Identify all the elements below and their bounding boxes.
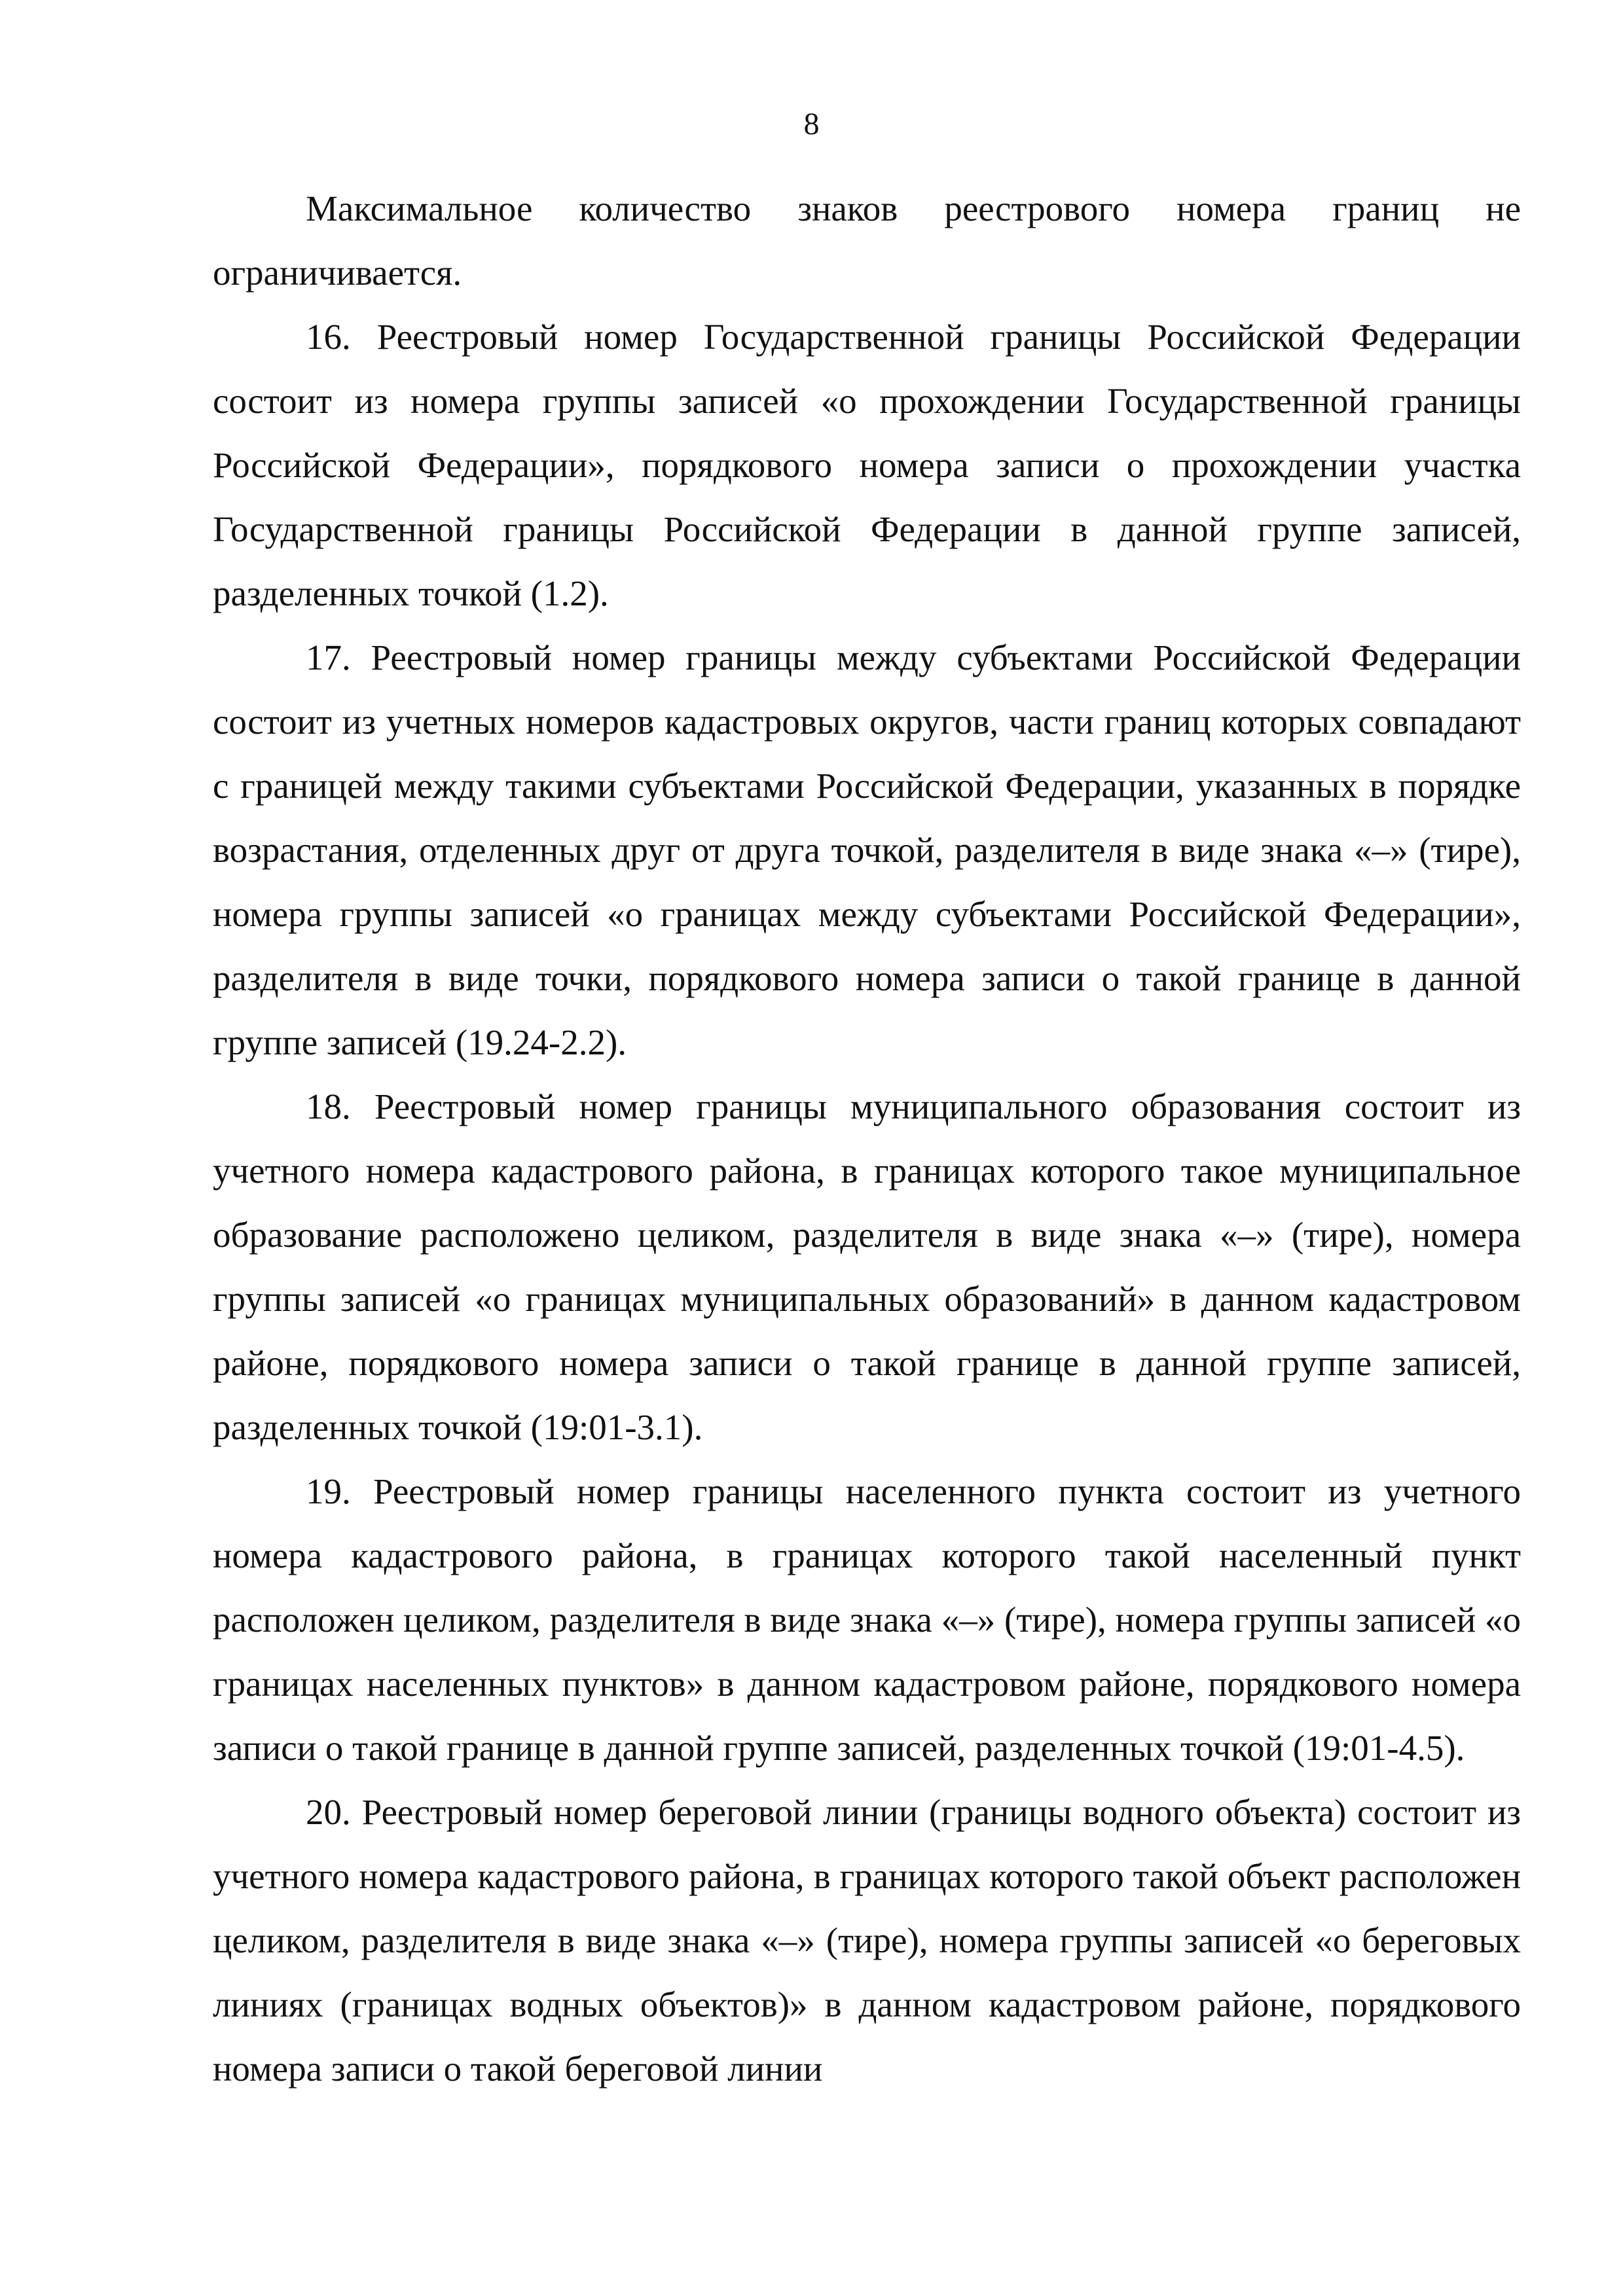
paragraph-18: 18. Реестровый номер границы муниципального образования состоит из учетного номера кадастрового района, в границах которого такое муниципальное образование расположено целиком, разделителя в виде знака «–» (тире), номера группы записей «о границах муниципальных образований» в данном кадастровом районе, порядкового номера записи о такой границе в данной группе записей, разделенных точкой (19:01-3.1). xyxy=(213,1086,1521,1447)
paragraph-20: 20. Реестровый номер береговой линии (границы водного объекта) состоит из учетного номера кадастрового района, в границах которого такой объект расположен целиком, разделителя в виде знака «–» (тире), номера группы записей «о береговых линиях (границах водных объектов)» в данном кадастровом районе, порядкового номера записи о такой береговой линии xyxy=(213,1792,1521,2089)
document-body xyxy=(213,177,1521,2101)
paragraph-19: 19. Реестровый номер границы населенного пункта состоит из учетного номера кадастрового района, в границах которого такой населенный пункт расположен целиком, разделителя в виде знака «–» (тире), номера группы записей «о границах населенных пунктов» в данном кадастровом районе, порядкового номера записи о такой границе в данной группе записей, разделенных точкой (19:01-4.5). xyxy=(213,1471,1521,1768)
paragraph-continuation: Максимальное количество знаков реестрового номера границ не ограничивается. xyxy=(213,188,1521,293)
paragraph-17: 17. Реестровый номер границы между субъектами Российской Федерации состоит из учетных номеров кадастровых округов, части границ которых совпадают с границей между такими субъектами Российской Федерации, указанных в порядке возрастания, отделенных друг от друга точкой, разделителя в виде знака «–» (тире), номера группы записей «о границах между субъектами Российской Федерации», разделителя в виде точки, порядкового номера записи о такой границе в данной группе записей (19.24-2.2). xyxy=(213,637,1521,1062)
paragraph-16: 16. Реестровый номер Государственной границы Российской Федерации состоит из номера группы записей «о прохождении Государственной границы Российской Федерации», порядкового номера записи о прохождении участка Государственной границы Российской Федерации в данной группе записей, разделенных точкой (1.2). xyxy=(213,317,1521,613)
page-number: 8 xyxy=(803,107,820,141)
